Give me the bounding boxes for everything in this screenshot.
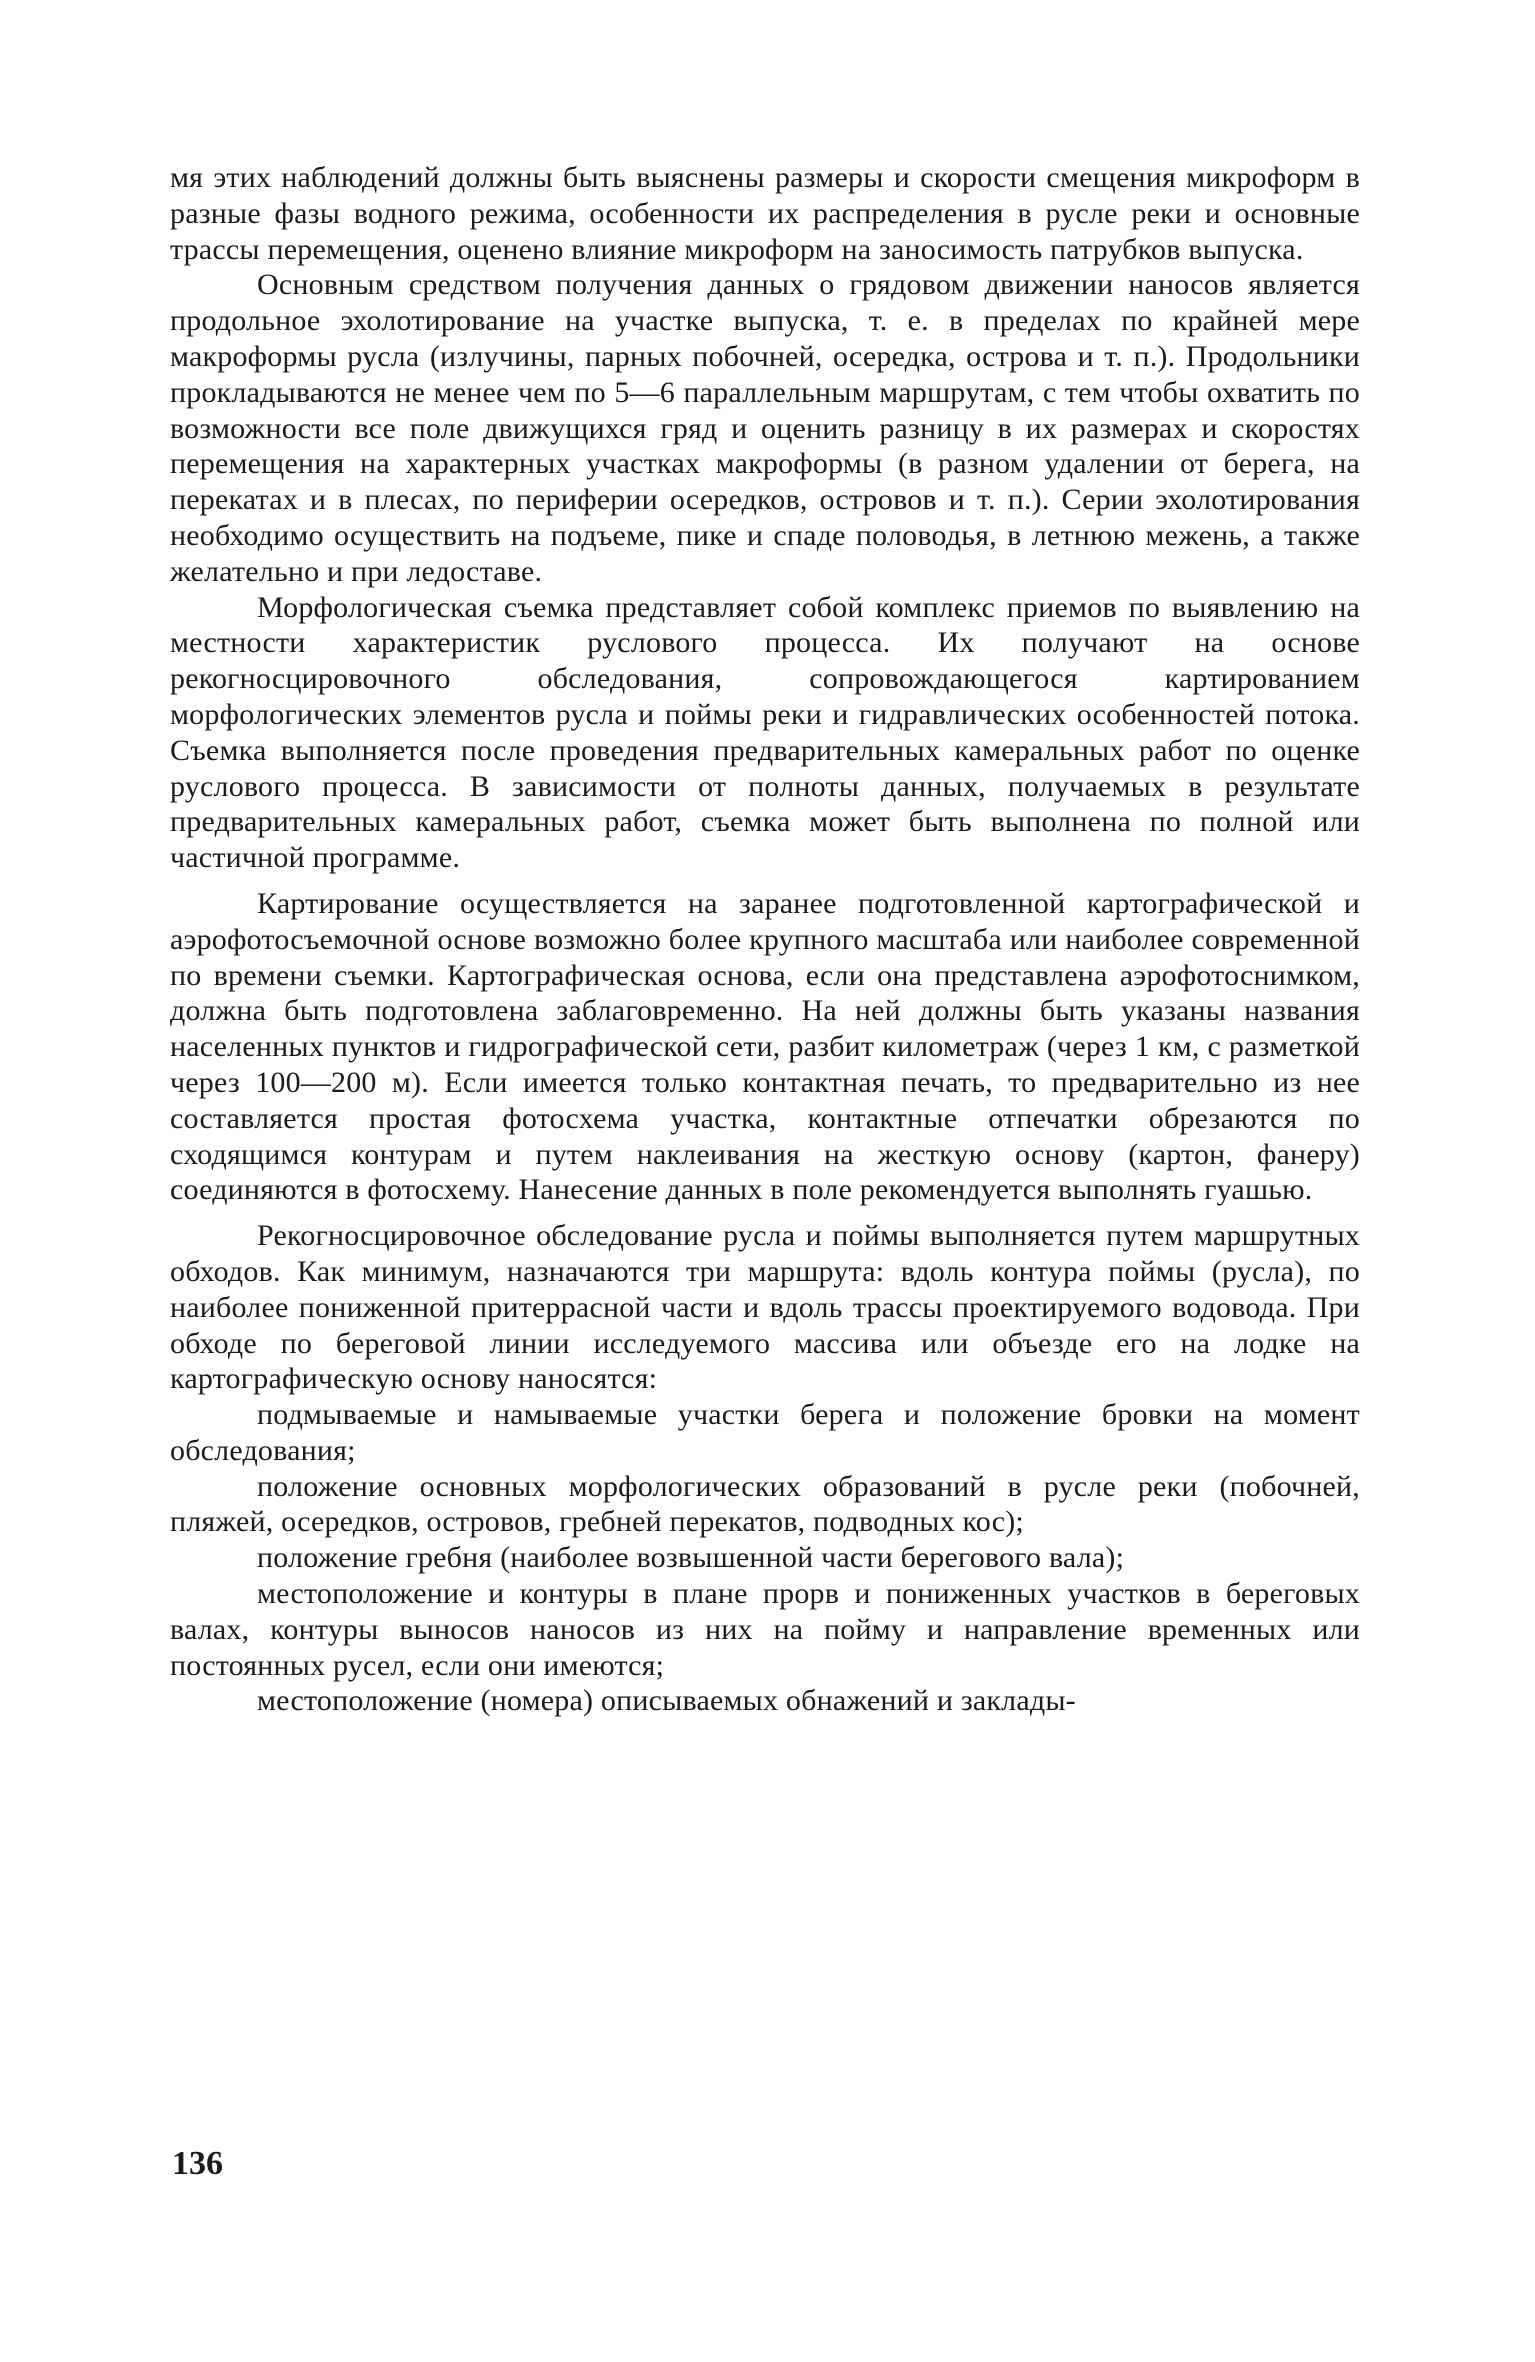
paragraph-reconnaissance: Рекогносцировочное обследование русла и поймы выполняется путем маршрутных обходов. Как минимум, назначаются три маршрута: вдоль контура поймы (русла), по наиболее пониженной притеррасной части и вдоль трассы проектируемого водовода. При обходе по береговой линии исследуемого массива или объезде его на лодке на картографическую основу наносятся:: [170, 1219, 1360, 1396]
paragraph-morphological-survey: Морфологическая съемка представляет собой комплекс приемов по выявлению на местности характеристик руслового процесса. Их получают на основе рекогносцировочного обследования, сопровождающегося картированием морфологических элементов русла и поймы реки и гидравлических особенностей потока. Съемка выполняется после проведения предварительных камеральных работ по оценке руслового процесса. В зависимости от полноты данных, получаемых в результате предварительных камеральных работ, съемка может быть выполнена по полной или частичной программе.: [170, 590, 1360, 875]
list-item-outcrops-location: местоположение (номера) описываемых обнажений и заклады-: [257, 1684, 1076, 1718]
paragraph-mapping: Картирование осуществляется на заранее подготовленной картографической и аэрофотосъемочной основе возможно более крупного масштаба или наиболее современной по времени съемки. Картографическая основа, если она представлена аэрофотоснимком, должна быть подготовлена заблаговременно. На ней должны быть указаны названия населенных пунктов и гидрографической сети, разбит километраж (через 1 км, с разметкой через 100—200 м). Если имеется только контактная печать, то предварительно из нее составляется простая фотосхема участка, контактные отпечатки обрезаются по сходящимся контурам и путем наклеивания на жесткую основу (картон, фанеру) соединяются в фотосхему. Нанесение данных в поле рекомендуется выполнять гуашью.: [170, 886, 1360, 1207]
list-item-morphological-formations: положение основных морфологических образований в русле реки (побочней, пляжей, осередков, островов, гребней перекатов, подводных кос);: [170, 1469, 1360, 1539]
page-body: [170, 160, 1360, 1719]
page-number: 136: [172, 2145, 223, 2182]
paragraph-echo-sounding: Основным средством получения данных о грядовом движении наносов является продольное эхолотирование на участке выпуска, т. е. в пределах по крайней мере макроформы русла (излучины, парных побочней, осередка, острова и т. п.). Продольники прокладываются не менее чем по 5—6 параллельным маршрутам, с тем чтобы охватить по возможности все поле движущихся гряд и оценить разницу в их размерах и скоростях перемещения на характерных участках макроформы (в разном удалении от берега, на перекатах и в плесах, по периферии осередков, островов и т. п.). Серии эхолотирования необходимо осуществить на подъеме, пике и спаде половодья, в летнюю межень, а также желательно и при ледоставе.: [170, 268, 1360, 588]
list-item-bank-erosion: подмываемые и намываемые участки берега и положение бровки на момент обследования;: [170, 1398, 1360, 1467]
list-item-ridge-position: положение гребня (наиболее возвышенной части берегового вала);: [257, 1541, 1125, 1575]
list-item-breaches-contours: местоположение и контуры в плане прорв и пониженных участков в береговых валах, контуры выносов наносов из них на пойму и направление временных или постоянных русел, если они имеются;: [170, 1577, 1360, 1682]
paragraph-continuation: мя этих наблюдений должны быть выяснены размеры и скорости смещения микроформ в разные фазы водного режима, особенности их распределения в русле реки и основные трассы перемещения, оценено влияние микроформ на заносимость патрубков выпуска.: [170, 161, 1360, 266]
